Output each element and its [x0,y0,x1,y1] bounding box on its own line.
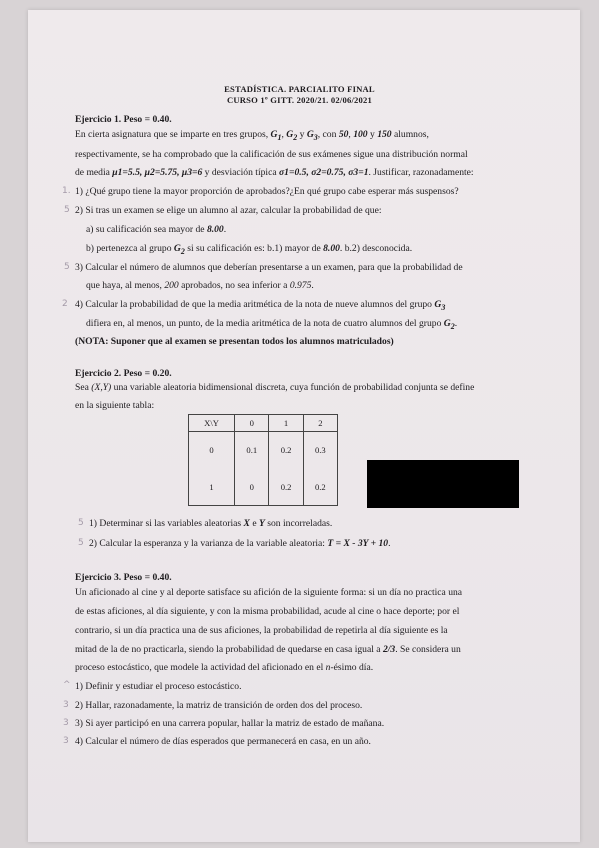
ex1-note: (NOTA: Suponer que al examen se presentan todos los alumnos matriculados) [75,336,394,347]
margin-mark: 5 [78,538,84,548]
table-cell: 0.2 [269,469,303,506]
exam-title: ESTADÍSTICA. PARCIALITO FINAL [224,84,375,94]
exam-course: CURSO 1º GITT. 2020/21. 02/06/2021 [226,95,373,105]
ex1-line-2: respectivamente, se ha comprobado que la calificación de sus exámenes sigue una distribución normal [75,149,468,160]
table-col-header: 0 [235,415,269,432]
table-row [189,432,338,469]
ex3-line-3: contrario, si un día practica una de sus aficiones, la probabilidad de repetirla al día siguiente es la [75,625,448,636]
ex1-question-1: 1) ¿Qué grupo tiene la mayor proporción de aprobados?¿En qué grupo cabe esperar más suspensos? [75,186,459,197]
margin-mark: 3 [63,718,69,728]
ex3-question-4: 4) Calcular el número de días esperados que permanecerá en casa, en un año. [75,736,371,747]
table-row-header: 1 [189,469,235,506]
ex1-question-4-cont: difiera en, al menos, un punto, de la media aritmética de la nota de cuatro alumnos del grupo $G_2$. [86,318,458,331]
ex3-question-2: 2) Hallar, razonadamente, la matriz de transición de orden dos del proceso. [75,700,363,711]
table-cell: 0 [235,469,269,506]
ex1-question-2b: b) pertenezca al grupo $G_2$ si su calificación es: b.1) mayor de 8.00. b.2) desconocida. [86,243,413,256]
table-cell: 0.2 [269,432,303,469]
table-row-header: 0 [189,432,235,469]
ex3-line-1: Un aficionado al cine y al deporte satisface su afición de la siguiente forma: si un día no practica una [75,587,463,598]
margin-mark: 5 [64,205,70,215]
margin-mark: 2 [62,299,68,309]
ex3-question-1: 1) Definir y estudiar el proceso estocástico. [75,681,242,692]
ex1-line-1: En cierta asignatura que se imparte en tres grupos, $G_1$, $G_2$ y $G_3$, con 50, 100 y 150 alumnos, [75,129,429,142]
margin-mark: 3 [63,736,69,746]
margin-mark: 5 [64,262,70,272]
ex1-line-3: de media μ1=5.5, μ2=5.75, μ3=6 y desviación típica σ1=0.5, σ2=0.75, σ3=1. Justificar, razonadamente: [75,167,474,178]
ex3-line-4: mitad de la de no practicarla, siendo la probabilidad de quedarse en casa igual a 2/3. Se considera un [75,644,461,655]
ex3-line-5: proceso estocástico, que modele la actividad del aficionado en el n-ésimo día. [75,662,374,673]
ex3-question-3: 3) Si ayer participó en una carrera popular, hallar la matriz de estado de mañana. [75,718,385,729]
ex2-line-2: en la siguiente tabla: [75,400,155,411]
table-cell: 0.2 [303,469,337,506]
ex2-heading: Ejercicio 2. Peso = 0.20. [75,368,172,379]
table-col-header: 1 [269,415,303,432]
ex1-question-3: 3) Calcular el número de alumnos que deberían presentarse a un examen, para que la probabilidad de [75,262,463,273]
ex2-question-1: 1) Determinar si las variables aleatorias X e Y son incorreladas. [89,518,333,529]
redaction-box [367,460,519,508]
ex3-heading: Ejercicio 3. Peso = 0.40. [75,572,172,583]
ex1-question-4: 4) Calcular la probabilidad de que la media aritmética de la nota de nueve alumnos del grupo $G_3$ [75,299,446,312]
ex1-question-3-cont: que haya, al menos, 200 aprobados, no sea inferior a 0.975. [86,280,314,291]
table-col-header: 2 [303,415,337,432]
probability-table [188,414,338,506]
ex2-question-2: 2) Calcular la esperanza y la varianza de la variable aleatoria: T = X - 3Y + 10. [89,538,391,549]
table-corner-cell: X\Y [189,415,235,432]
ex1-question-2a: a) su calificación sea mayor de 8.00. [86,224,227,235]
margin-mark: ^ [63,680,71,690]
table-cell: 0.3 [303,432,337,469]
table-cell: 0.1 [235,432,269,469]
ex1-question-2: 2) Si tras un examen se elige un alumno al azar, calcular la probabilidad de que: [75,205,382,216]
table-row [189,469,338,506]
margin-mark: 3 [63,700,69,710]
margin-mark: 1. [62,186,71,196]
ex1-heading: Ejercicio 1. Peso = 0.40. [75,114,172,125]
margin-mark: 5 [78,518,84,528]
table-header-row [189,415,338,432]
ex3-line-2: de estas aficiones, al día siguiente, y con la misma probabilidad, acude al cine o hace deporte; por el [75,606,460,617]
ex2-line-1: Sea (X,Y) una variable aleatoria bidimensional discreta, cuya función de probabilidad conjunta se define [75,382,475,393]
